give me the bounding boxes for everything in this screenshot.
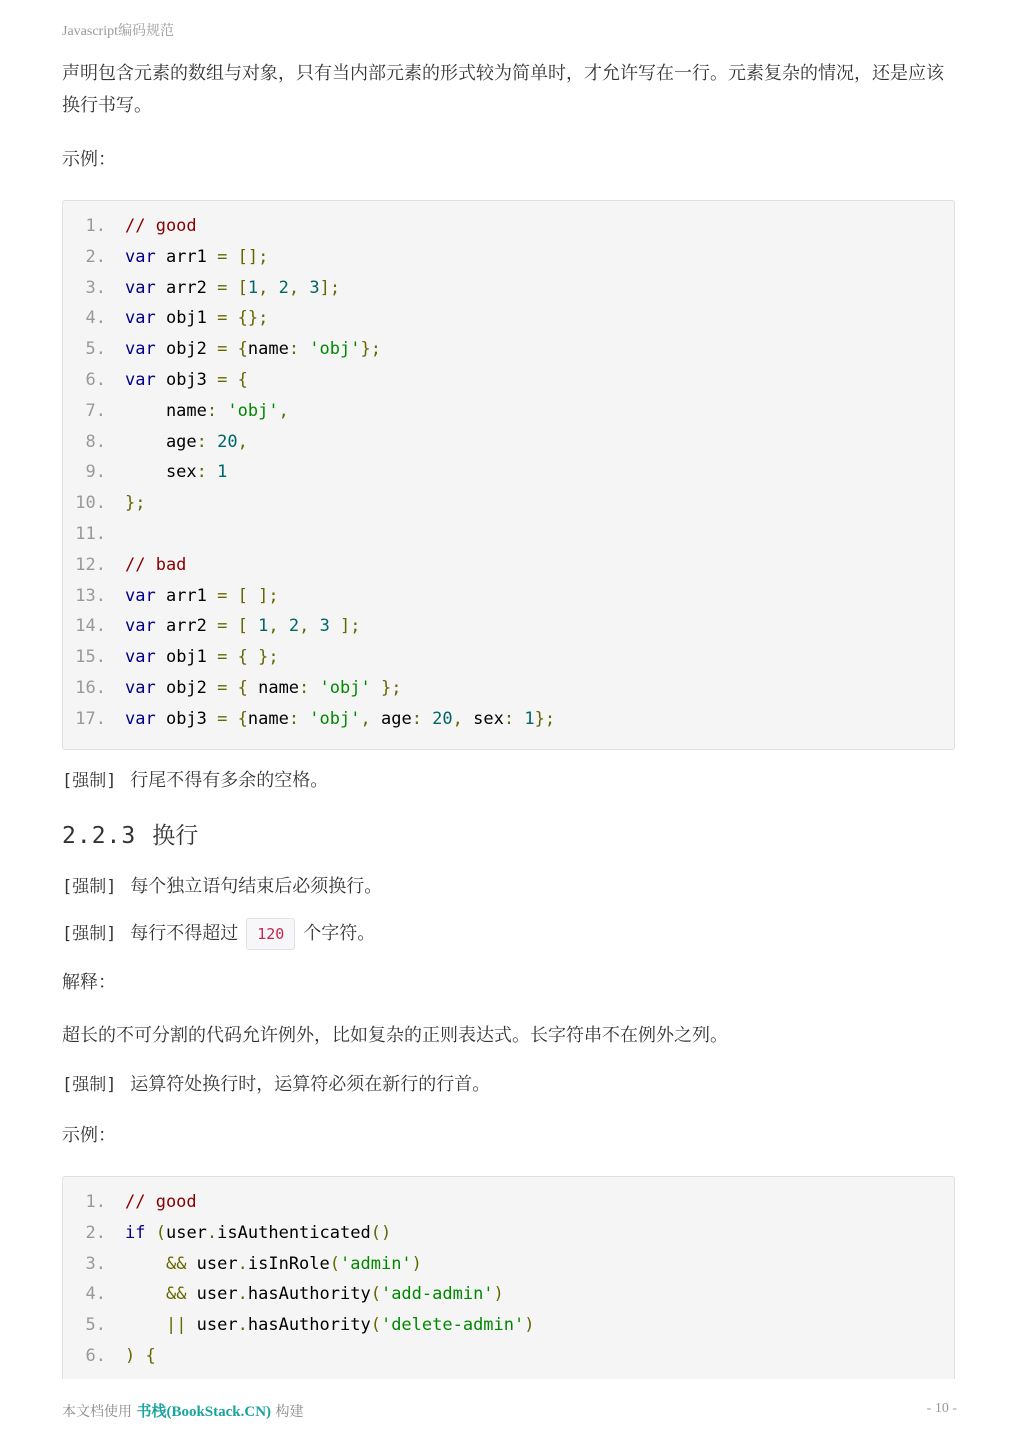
- code-source: [125, 704, 555, 735]
- code-token: [125, 1254, 166, 1274]
- code-token: ,: [360, 708, 381, 729]
- code-token: sex: [125, 462, 197, 483]
- code-token: :: [196, 462, 218, 483]
- code-token: var: [125, 308, 156, 329]
- code-token: ];: [319, 277, 341, 298]
- code-token: if: [125, 1222, 146, 1243]
- rule-text: 每个独立语句结束后必须换行。: [130, 876, 383, 897]
- code-source: [125, 242, 268, 273]
- code-line: [63, 704, 954, 735]
- code-token: var: [125, 277, 156, 298]
- code-line: [63, 303, 954, 334]
- code-source: [125, 673, 401, 704]
- code-token: user: [186, 1253, 238, 1274]
- code-token: 1: [524, 708, 535, 729]
- code-token: :: [288, 708, 310, 729]
- intro-paragraph: 声明包含元素的数组与对象，只有当内部元素的形式较为简单时，才允许写在一行。元素复杂的情况，还是应该换行书写。: [62, 63, 944, 116]
- code-token: .: [206, 1222, 218, 1243]
- code-token: arr2: [155, 616, 218, 637]
- code-token: 'add-admin': [380, 1284, 494, 1305]
- code-source: [125, 273, 340, 304]
- line-number: 6 .: [63, 365, 106, 396]
- code-line: [63, 673, 954, 704]
- code-token: = [];: [217, 246, 269, 267]
- code-token: ];: [329, 616, 361, 637]
- rule-text-before: 每行不得超过: [130, 923, 239, 944]
- rule-tag: [强制]: [62, 924, 117, 944]
- line-number: 14 .: [63, 611, 106, 642]
- code-token: obj2: [155, 339, 218, 360]
- code-token: name: [247, 708, 289, 729]
- code-line: [63, 1341, 954, 1372]
- code-source: [125, 550, 186, 581]
- code-token: .: [237, 1253, 248, 1274]
- footer-credit: [62, 1400, 304, 1421]
- code-line: [63, 488, 954, 519]
- rule-operator: [62, 1069, 957, 1101]
- code-source: [125, 1341, 156, 1372]
- code-source: [125, 365, 248, 396]
- line-number: 2 .: [63, 242, 106, 273]
- code-line: [63, 396, 954, 427]
- code-token: = { };: [217, 647, 279, 668]
- code-token: isInRole: [247, 1253, 330, 1274]
- code-token: :: [288, 339, 310, 360]
- line-number: 13 .: [63, 581, 106, 612]
- line-number: 10 .: [63, 488, 106, 519]
- code-token: :: [503, 708, 525, 729]
- code-token: obj1: [155, 647, 218, 668]
- code-line: [63, 1218, 954, 1249]
- code-source: [125, 642, 279, 673]
- code-token: :: [299, 677, 320, 698]
- code-line: [63, 519, 954, 550]
- code-token: // good: [125, 1192, 197, 1212]
- code-token: obj1: [155, 308, 218, 329]
- line-number: 5 .: [63, 1310, 106, 1341]
- explain-text: 超长的不可分割的代码允许例外，比如复杂的正则表达式。长字符串不在例外之列。: [62, 1025, 728, 1046]
- code-token: 2: [278, 277, 289, 298]
- code-token: ||: [165, 1315, 187, 1336]
- code-token: arr1: [155, 585, 218, 606]
- code-token: 1: [258, 616, 269, 637]
- code-token: = [ ];: [217, 585, 279, 606]
- code-token: ,: [299, 616, 320, 637]
- code-source: [125, 1249, 422, 1280]
- code-token: ,: [268, 616, 289, 637]
- code-token: arr1: [155, 246, 218, 267]
- code-token: (: [370, 1315, 381, 1336]
- code-source: [125, 581, 279, 612]
- code-token: ): [493, 1284, 504, 1305]
- code-token: var: [125, 339, 156, 360]
- line-number: 17 .: [63, 704, 106, 735]
- inline-code-120: 120: [246, 918, 295, 950]
- code-token: = {};: [217, 308, 269, 329]
- section-title: 换行: [152, 823, 199, 849]
- code-source: [125, 611, 361, 642]
- code-line: [63, 1249, 954, 1280]
- code-source: [125, 1279, 504, 1310]
- code-line: [63, 1310, 954, 1341]
- code-token: 1: [217, 462, 228, 483]
- line-number: 16 .: [63, 673, 106, 704]
- code-token: 1: [247, 277, 259, 298]
- line-number: 4 .: [63, 303, 106, 334]
- code-source: [125, 427, 248, 458]
- section-heading-223: [62, 818, 198, 854]
- code-token: 20: [217, 431, 238, 452]
- explain-label: 解释：: [62, 972, 116, 993]
- code-token: 20: [432, 708, 453, 729]
- code-token: arr2: [155, 277, 218, 298]
- code-line: [63, 611, 954, 642]
- code-source: [125, 396, 289, 427]
- code-token: var: [125, 708, 156, 729]
- code-token: var: [125, 585, 156, 606]
- code-token: 'obj': [227, 400, 279, 421]
- code-token: = {: [217, 369, 248, 390]
- code-token: user: [186, 1284, 238, 1305]
- code-token: (: [370, 1284, 381, 1305]
- line-number: 4 .: [63, 1279, 106, 1310]
- code-token: obj3: [155, 369, 218, 390]
- code-token: = {: [217, 677, 259, 698]
- line-number: 15 .: [63, 642, 106, 673]
- code-token: ,: [288, 277, 310, 298]
- code-line: [63, 457, 954, 488]
- code-token: age: [125, 431, 197, 452]
- line-number: 3 .: [63, 273, 106, 304]
- code-token: user: [165, 1222, 207, 1243]
- code-block-array-object: [62, 200, 955, 750]
- rule-text-after: 个字符。: [303, 923, 376, 944]
- code-token: };: [360, 339, 381, 360]
- code-source: [125, 1310, 535, 1341]
- code-token: age: [380, 708, 412, 729]
- code-source: [125, 1187, 197, 1218]
- code-token: name: [258, 677, 300, 698]
- code-token: (: [145, 1222, 166, 1243]
- example-label-2: 示例：: [62, 1125, 116, 1146]
- code-token: obj3: [155, 708, 218, 729]
- line-number: 3 .: [63, 1249, 106, 1280]
- code-token: &&: [165, 1284, 187, 1305]
- section-number: 2.2.3: [62, 823, 137, 849]
- rule-tag: [强制]: [62, 877, 117, 897]
- footer-prefix: 本文档使用: [62, 1404, 132, 1420]
- code-token: // good: [125, 216, 197, 236]
- code-token: = [: [217, 616, 259, 637]
- code-token: };: [370, 677, 402, 698]
- code-token: :: [411, 708, 433, 729]
- footer-brand-link[interactable]: 书栈(BookStack.CN): [136, 1404, 272, 1420]
- code-line: [63, 1279, 954, 1310]
- line-number: 7 .: [63, 396, 106, 427]
- footer-suffix: 构建: [275, 1404, 304, 1420]
- running-header: Javascript编码规范: [62, 24, 174, 39]
- code-line: [63, 550, 954, 581]
- rule-text: 运算符处换行时，运算符必须在新行的行首。: [130, 1074, 491, 1095]
- code-token: var: [125, 369, 156, 390]
- code-token: user: [186, 1315, 238, 1336]
- code-source: [125, 488, 145, 519]
- code-token: ,: [258, 277, 279, 298]
- page-number: - 10 -: [926, 1401, 957, 1416]
- code-token: name: [125, 400, 207, 421]
- code-lines: [63, 211, 954, 735]
- code-token: var: [125, 677, 156, 698]
- code-token: ): [411, 1253, 422, 1274]
- code-token: = {: [217, 708, 248, 729]
- code-line: [63, 427, 954, 458]
- code-token: ,: [452, 708, 474, 729]
- code-token: ) {: [125, 1345, 156, 1366]
- code-source: [125, 1218, 391, 1249]
- code-line: [63, 1187, 954, 1218]
- code-token: = [: [217, 277, 248, 298]
- code-block-operator-wrap: [62, 1176, 955, 1379]
- code-token: 'delete-admin': [380, 1315, 525, 1336]
- code-token: :: [206, 400, 228, 421]
- rule-text: 行尾不得有多余的空格。: [130, 770, 329, 791]
- code-source: [125, 303, 268, 334]
- code-token: ,: [278, 400, 289, 421]
- code-token: hasAuthority: [247, 1315, 371, 1336]
- code-token: 'admin': [340, 1253, 412, 1274]
- code-token: hasAuthority: [247, 1284, 371, 1305]
- code-token: isAuthenticated: [217, 1222, 371, 1243]
- code-token: ): [524, 1315, 535, 1336]
- code-line: [63, 211, 954, 242]
- code-token: ,: [237, 431, 248, 452]
- code-token: 3: [319, 616, 330, 637]
- line-number: 11 .: [63, 519, 106, 550]
- code-token: 'obj': [319, 677, 371, 698]
- code-token: sex: [473, 708, 504, 729]
- line-number: 1 .: [63, 211, 106, 242]
- code-token: };: [534, 708, 556, 729]
- code-token: 2: [288, 616, 300, 637]
- code-token: // bad: [125, 554, 187, 575]
- code-token: .: [237, 1284, 248, 1305]
- code-token: var: [125, 647, 156, 668]
- line-number: 12 .: [63, 550, 106, 581]
- line-number: 9 .: [63, 457, 106, 488]
- code-token: .: [237, 1315, 248, 1336]
- rule-tag: [强制]: [62, 771, 117, 791]
- code-token: name: [247, 339, 289, 360]
- code-token: 'obj': [309, 708, 361, 729]
- rule-tag: [强制]: [62, 1075, 117, 1095]
- code-line: [63, 581, 954, 612]
- rule-trailing-space: [62, 765, 957, 797]
- line-number: 1 .: [63, 1187, 106, 1218]
- line-number: 6 .: [63, 1341, 106, 1372]
- code-line: [63, 365, 954, 396]
- code-token: 3: [309, 277, 320, 298]
- code-token: &&: [165, 1253, 187, 1274]
- line-number: 5 .: [63, 334, 106, 365]
- code-source: [125, 211, 197, 242]
- code-token: obj2: [155, 677, 218, 698]
- example-label: 示例：: [62, 149, 116, 170]
- code-token: var: [125, 246, 156, 267]
- code-token: var: [125, 616, 156, 637]
- code-token: (): [370, 1222, 392, 1243]
- rule-newline: [62, 871, 957, 903]
- line-number: 2 .: [63, 1218, 106, 1249]
- code-token: :: [196, 431, 218, 452]
- code-token: 'obj': [309, 339, 361, 360]
- code-source: [125, 334, 381, 365]
- code-token: = {: [217, 339, 248, 360]
- code-token: [125, 1315, 166, 1335]
- code-line: [63, 334, 954, 365]
- line-number: 8 .: [63, 427, 106, 458]
- code-token: [125, 1284, 166, 1304]
- code-token: (: [329, 1253, 341, 1274]
- code-source: [125, 457, 227, 488]
- code-lines: [63, 1187, 954, 1372]
- code-line: [63, 242, 954, 273]
- code-line: [63, 642, 954, 673]
- code-line: [63, 273, 954, 304]
- code-token: };: [125, 493, 146, 514]
- rule-line-length: [62, 918, 957, 950]
